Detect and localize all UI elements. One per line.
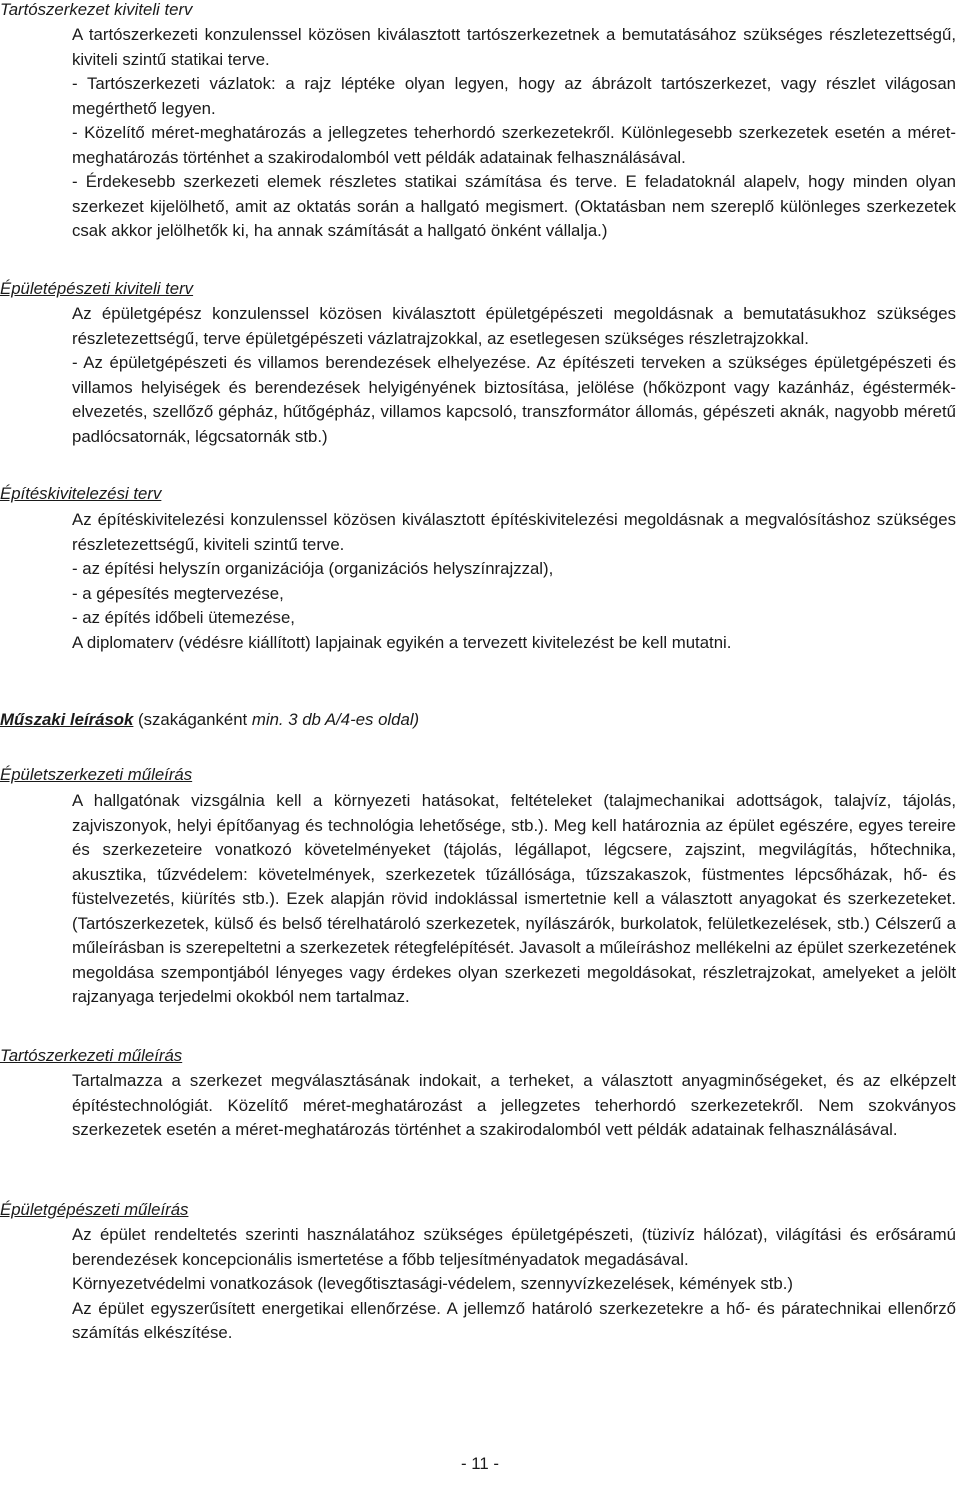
list-item: - a gépesítés megtervezése, [72,583,284,603]
paragraph: Az építéskivitelezési konzulenssel közösen kiválasztott építéskivitelezési megoldásnak a megvalósításhoz szükséges részletezettségű, kiviteli szintű terve. [72,510,956,554]
section-body-epuletgepeszeti [72,302,956,449]
paragraph: A diplomaterv (védésre kiállított) lapjainak egyikén a tervezett kivitelezést be kell mutatni. [72,632,732,652]
paragraph: - Az épületgépészeti és villamos berendezések elhelyezése. Az építészeti terveken a szükséges épületgépészeti és villamos helyiségek és berendezések helyigényének biztosítása, jelölése (hőközpont vagy kazánház, égéstermék-elvezetés, szellőző gépház, hűtőgépház, villamos kapcsoló, transzformátor állomás, gépészeti aknák, nagyobb méretű padlócsatornák, légcsatornák stb.) [72,353,956,446]
section-title-tartoszerkezet-kiviteli: Tartószerkezet kiviteli terv [0,0,193,19]
heading-normal: (szakáganként [133,710,252,729]
paragraph: - Tartószerkezeti vázlatok: a rajz léptéke olyan legyen, hogy az ábrázolt tartószerkezet, vagy részlet világosan megérthető legyen. [72,74,956,118]
list-item: - az építés időbeli ütemezése, [72,608,295,627]
paragraph: Tartalmazza a szerkezet megválasztásának indokait, a terheket, a választott anyagminőségeket, és az elképzelt építéstechnológiát. Közelítő méret-meghatározást a jellegzetes teherhordó szerkezetekről. Nem szokványos szerkezetek esetén a méret-meghatározás történhet a szakirodalomból vett példák adatainak felhasználásával. [72,1071,956,1139]
paragraph: - Érdekesebb szerkezeti elemek részletes statikai számítása és terve. E feladatoknál alapelv, hogy minden olyan szerkezet kijelölhető, amit az oktatás során a hallgató megismert. (Oktatásban nem szereplő különleges szerkezetek csak akkor jelölhetők ki, ha annak számítását a hallgató önként vállalja.) [72,172,956,240]
paragraph: Az épületgépész konzulenssel közösen kiválasztott épületgépészeti megoldásnak a bemutatásukhoz szükséges részletezettségű, terve épületgépészeti vázlatrajzokkal, az esetlegesen szükséges részletrajzokkal. [72,304,956,348]
section-body-epuletszerkezeti-muleiras [72,789,956,1010]
section-body-tartoszerkezet [72,23,956,244]
paragraph: A hallgatónak vizsgálnia kell a környezeti hatásokat, feltételeket (talajmechanikai adottságok, talajvíz, tájolás, zajviszonyok, helyi építőanyag és technológia lehetősége, stb.). Meg kell határoznia az épület egészére, egyes tereire és szerkezeteire vonatkozó követelményeket (tájolás, légállapot, légcsere, zajszint, megvilágítás, hőtechnika, akusztika, tűzvédelem: követelmények, szerkezetek tűzállósága, tűzszakaszok, füstmentes lépcsőházak, hő- és füstelvezetés, kiürítés stb.). Ezek alapján rövid indoklással ismertetnie kell a választott anyagokat és szerkezeteket. (Tartószerkezetek, külső és belső térelhatároló szerkezetek, nyílászárók, burkolatok, felületkezelések, stb.) Célszerű a műleírásban is szerepeltetni a szerkezetek rétegfelépítését. Javasolt a műleíráshoz mellékelni az épület szerkezetének megoldása szempontjából lényeges vagy érdekes olyan szerkezeti megoldásokat, részletrajzokat, amelyeket a jelölt rajzanyaga terjedelmi okokból nem tartalmaz. [72,791,956,1006]
paragraph: Az épület egyszerűsített energetikai ellenőrzése. A jellemző határoló szerkezetekre a hő- és páratechnikai ellenőrző számítás elkészítése. [72,1298,956,1342]
section-body-epuletgepeszeti-muleiras [72,1223,956,1346]
heading-bold: Műszaki leírások [0,710,134,729]
section-title-epuletgepeszeti-kiviteli: Épületépészeti kiviteli terv [0,279,194,298]
paragraph: Az épület rendeltetés szerinti használatához szükséges épületgépészeti, (tüzivíz hálózat), világítási és erősáramú berendezések koncepcionális ismertetése a főbb teljesítményadatok megadásával. [72,1225,956,1269]
paragraph: - Közelítő méret-meghatározás a jellegzetes teherhordó szerkezetekről. Különlegesebb szerkezetek esetén a méret-meghatározás történhet a szakirodalomból vett példák adatainak felhasználásával. [72,123,956,167]
section-title-epuletszerkezeti-muleiras: Épületszerkezeti műleírás [0,765,193,784]
section-title-epiteskivitelezesi: Építéskivitelezési terv [0,484,162,503]
paragraph: Környezetvédelmi vonatkozások (levegőtisztasági-védelem, szennyvízkezelések, kémények stb.) [72,1274,793,1293]
section-body-tartoszerkezeti-muleiras [72,1069,956,1143]
section-title-epuletgepeszeti-muleiras: Épületgépészeti műleírás [0,1200,189,1219]
list-item: - az építési helyszín organizációja (organizációs helyszínrajzzal), [72,559,554,578]
page-number: - 11 - [461,1454,499,1473]
technical-descriptions-heading [0,708,419,733]
heading-italic: min. 3 db A/4-es oldal) [251,710,420,729]
section-title-tartoszerkezeti-muleiras: Tartószerkezeti műleírás [0,1046,183,1065]
paragraph: A tartószerkezeti konzulenssel közösen kiválasztott tartószerkezetnek a bemutatásához szükséges részletezettségű, kiviteli szintű statikai terve. [72,25,956,69]
section-body-epiteskivitelezesi [72,508,956,655]
